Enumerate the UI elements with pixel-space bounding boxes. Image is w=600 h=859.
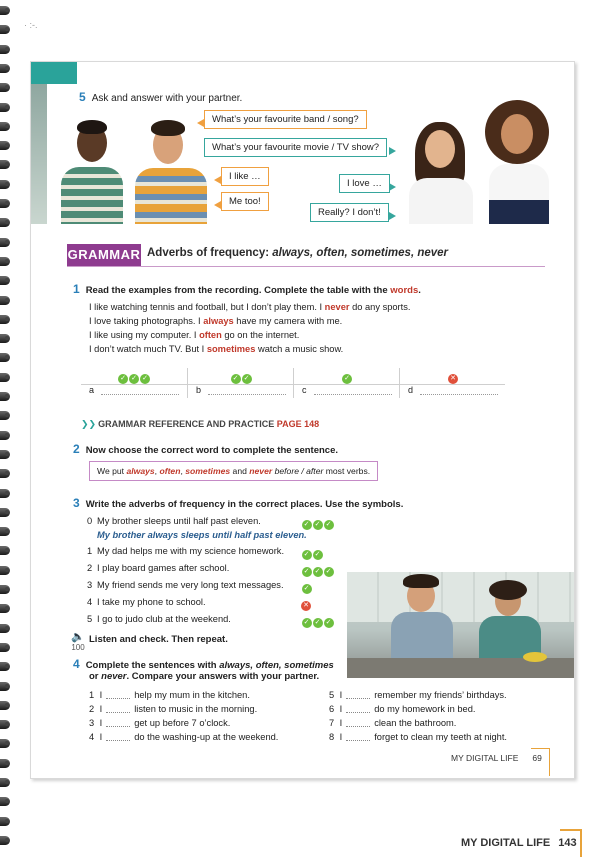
- kitchen-photo: [347, 572, 575, 678]
- spiral-ring: [0, 701, 10, 710]
- bubble-tail: [197, 119, 204, 127]
- exercise-3-item: [87, 516, 261, 526]
- spiral-ring: [0, 431, 10, 440]
- spiral-ring: [0, 411, 10, 420]
- cell-label: a: [89, 385, 95, 395]
- spiral-ring: [0, 759, 10, 768]
- frequency-symbols: [301, 614, 334, 632]
- rule-adverb: never: [249, 466, 273, 476]
- spiral-ring: [0, 276, 10, 285]
- spiral-ring: [0, 64, 10, 73]
- table-cell-c: [293, 368, 400, 398]
- exercise-4-item: [89, 704, 257, 714]
- item-text: get up before 7 o’clock.: [134, 718, 231, 728]
- item-number: 4: [89, 732, 95, 742]
- spiral-ring: [0, 296, 10, 305]
- answer-blank[interactable]: [314, 394, 392, 395]
- exercise-instruction-adverbs: never: [101, 671, 127, 682]
- spiral-ring: [0, 662, 10, 671]
- speech-bubble-favourite-band: [204, 110, 367, 129]
- rule-adverb: always: [126, 466, 155, 476]
- frequency-symbols: [301, 563, 334, 581]
- rule-text: and: [230, 466, 250, 476]
- answer-blank[interactable]: [346, 740, 370, 741]
- spiral-ring: [0, 180, 10, 189]
- footer-rule: [549, 748, 550, 776]
- margin-scribble: · :-.: [24, 20, 38, 30]
- bubble-text: I like …: [229, 171, 261, 182]
- exercise-4-item: [89, 690, 250, 700]
- teal-corner-tab: [31, 62, 77, 84]
- rule-text: most verbs.: [323, 466, 371, 476]
- item-text: I take my phone to school.: [97, 597, 206, 607]
- audio-track[interactable]: [69, 630, 87, 652]
- item-number: 3: [87, 580, 93, 590]
- answer-blank[interactable]: [106, 698, 130, 699]
- tick-icon: ✓: [313, 618, 323, 628]
- bubble-text: What’s your favourite band / song?: [212, 114, 359, 125]
- listen-instruction: Listen and check. Then repeat.: [89, 634, 228, 645]
- exercise-3-item: [87, 614, 231, 624]
- item-subject: I: [339, 690, 343, 700]
- item-text: My dad helps me with my science homework.: [97, 546, 285, 556]
- item-subject: I: [339, 718, 343, 728]
- spiral-ring: [0, 218, 10, 227]
- exercise-4-item: [329, 690, 507, 700]
- exercise-instruction-end: .: [418, 285, 421, 296]
- exercise-instruction: Complete the sentences with: [85, 660, 220, 671]
- track-number: 100: [71, 643, 85, 652]
- frequency-symbols: [400, 370, 506, 388]
- exercise-3-item: [87, 597, 206, 607]
- item-number: 1: [89, 690, 95, 700]
- frequency-symbols: [301, 597, 311, 615]
- answer-blank[interactable]: [346, 698, 370, 699]
- book-footer-section: MY DIGITAL LIFE: [461, 837, 551, 849]
- exercise-3-item: [87, 546, 284, 556]
- adverb-word: often: [199, 330, 222, 340]
- grammar-badge: GRAMMAR: [67, 244, 141, 266]
- item-subject: I: [339, 732, 343, 742]
- spiral-ring: [0, 392, 10, 401]
- tick-icon: ✓: [118, 374, 128, 384]
- rule-text: ,: [180, 466, 186, 476]
- photo-edge: [31, 84, 47, 224]
- spiral-ring: [0, 469, 10, 478]
- item-text: do the washing-up at the weekend.: [134, 732, 279, 742]
- item-number: 5: [329, 690, 335, 700]
- item-number: 8: [329, 732, 335, 742]
- exercise-3-item: [87, 563, 229, 573]
- tick-icon: ✓: [302, 520, 312, 530]
- item-number: 1: [87, 546, 93, 556]
- cell-label: d: [408, 385, 414, 395]
- item-number: 3: [89, 718, 95, 728]
- boy-right-photo: [129, 116, 211, 224]
- tick-icon: ✓: [302, 550, 312, 560]
- book-footer-page-number: 143: [558, 837, 577, 849]
- exercise-4-heading: [73, 657, 334, 671]
- exercise-instruction: Now choose the correct word to complete the sentence.: [85, 445, 339, 456]
- spiral-ring: [0, 527, 10, 536]
- adverb-word: always: [203, 316, 234, 326]
- item-subject: I: [339, 704, 343, 714]
- adverb-word: sometimes: [206, 344, 256, 354]
- tick-icon: ✓: [231, 374, 241, 384]
- spiral-ring: [0, 643, 10, 652]
- grammar-title-words: always, often, sometimes, never: [272, 247, 449, 259]
- speech-bubble-favourite-movie: [204, 138, 387, 157]
- sentence-text: watch a music show.: [255, 344, 344, 354]
- answer-blank[interactable]: [420, 394, 498, 395]
- spiral-ring: [0, 604, 10, 613]
- footer-page-number: 69: [532, 753, 542, 763]
- answer-blank[interactable]: [106, 726, 130, 727]
- bubble-text: I love …: [347, 178, 382, 189]
- item-subject: I: [99, 732, 103, 742]
- spiral-ring: [0, 238, 10, 247]
- rule-adverb: sometimes: [185, 466, 231, 476]
- grammar-underline: [67, 266, 545, 267]
- tick-icon: ✓: [324, 567, 334, 577]
- spiral-ring: [0, 199, 10, 208]
- textbook-page: [30, 61, 575, 779]
- boy-left-photo: [57, 112, 127, 224]
- item-number: 2: [87, 563, 93, 573]
- spiral-ring: [0, 585, 10, 594]
- item-subject: I: [99, 704, 103, 714]
- speech-bubble-me-too: [221, 192, 269, 211]
- spiral-ring: [0, 489, 10, 498]
- item-text: clean the bathroom.: [374, 718, 457, 728]
- exercise-4-item: [329, 732, 507, 742]
- item-text: forget to clean my teeth at night.: [374, 732, 508, 742]
- frequency-symbols: [294, 370, 400, 388]
- speech-bubble-i-like: [221, 167, 269, 186]
- frequency-symbols: [301, 580, 312, 598]
- bubble-text: What’s your favourite movie / TV show?: [212, 142, 380, 153]
- book-footer: [461, 837, 577, 849]
- exercise-instruction: Write the adverbs of frequency in the correct places. Use the symbols.: [85, 499, 404, 510]
- spiral-ring: [0, 122, 10, 131]
- exercise-4-heading-line2: [89, 671, 319, 682]
- cross-icon: ✕: [448, 374, 458, 384]
- exercise-instruction: Read the examples from the recording. Complete the table with the: [85, 285, 391, 296]
- spiral-ring: [0, 817, 10, 826]
- exercise-number: 3: [73, 496, 80, 510]
- footer-rule: [531, 748, 549, 749]
- girl-right-photo: [479, 100, 559, 224]
- grammar-rule-box: [89, 461, 378, 481]
- adverb-word: never: [324, 302, 350, 312]
- spiral-ring: [0, 624, 10, 633]
- spiral-ring: [0, 739, 10, 748]
- item-number: 6: [329, 704, 335, 714]
- exercise-4-item: [89, 732, 278, 742]
- exercise-instruction: or: [89, 671, 102, 682]
- tick-icon: ✓: [302, 618, 312, 628]
- bubble-tail: [389, 147, 396, 155]
- speech-bubble-really: [310, 203, 389, 222]
- frequency-symbols: [188, 370, 294, 388]
- item-text: I play board games after school.: [97, 563, 230, 573]
- speaker-icon: 🔈: [71, 631, 85, 643]
- item-text: My friend sends me very long text messages.: [97, 580, 284, 590]
- book-footer-rule: [580, 829, 582, 857]
- frequency-symbols: [301, 546, 323, 564]
- example-sentence: [89, 330, 299, 340]
- spiral-ring: [0, 546, 10, 555]
- item-number: 4: [87, 597, 93, 607]
- rule-text: We put: [97, 466, 127, 476]
- spiral-ring: [0, 6, 10, 15]
- exercise-number: 5: [79, 90, 86, 104]
- highlight-word: words: [390, 285, 419, 296]
- example-sentence: [89, 302, 410, 312]
- exercise-5-heading: [79, 90, 242, 104]
- speech-bubble-i-love: [339, 174, 390, 193]
- exercise-4-item: [329, 704, 475, 714]
- spiral-ring: [0, 141, 10, 150]
- tick-icon: ✓: [302, 567, 312, 577]
- answer-blank[interactable]: [106, 740, 130, 741]
- exercise-3-heading: [73, 496, 403, 510]
- grammar-reference-page: PAGE 148: [276, 419, 320, 429]
- frequency-table: [81, 368, 505, 398]
- item-text: remember my friends’ birthdays.: [374, 690, 507, 700]
- sentence-text: I like using my computer. I: [89, 330, 200, 340]
- grammar-title: [147, 247, 448, 259]
- spiral-binding: [0, 0, 18, 859]
- spiral-ring: [0, 797, 10, 806]
- tick-icon: ✓: [129, 374, 139, 384]
- bubble-tail: [389, 183, 396, 191]
- tick-icon: ✓: [324, 520, 334, 530]
- item-number: 5: [87, 614, 93, 624]
- exercise-instruction-adverbs: always, often, sometimes: [219, 660, 334, 671]
- spiral-ring: [0, 450, 10, 459]
- cross-icon: ✕: [301, 601, 311, 611]
- exercise-1-heading: [73, 282, 421, 296]
- tick-icon: ✓: [313, 567, 323, 577]
- sentence-text: I don’t watch much TV. But I: [89, 344, 207, 354]
- sentence-text: I love taking photographs. I: [89, 316, 204, 326]
- item-text: help my mum in the kitchen.: [134, 690, 250, 700]
- item-text: I go to judo club at the weekend.: [97, 614, 231, 624]
- example-sentence: [89, 344, 343, 354]
- spiral-ring: [0, 720, 10, 729]
- spiral-ring: [0, 778, 10, 787]
- item-number: 0: [87, 516, 93, 526]
- tick-icon: ✓: [242, 374, 252, 384]
- item-number: 2: [89, 704, 95, 714]
- spiral-ring: [0, 160, 10, 169]
- bubble-text: Really? I don’t!: [318, 207, 381, 218]
- table-cell-d: [399, 368, 506, 398]
- exercise-4-item: [89, 718, 230, 728]
- spiral-ring: [0, 334, 10, 343]
- sentence-text: have my camera with me.: [233, 316, 343, 326]
- item-text: My brother sleeps until half past eleven.: [97, 516, 261, 526]
- item-subject: I: [99, 718, 103, 728]
- spiral-ring: [0, 25, 10, 34]
- spiral-ring: [0, 257, 10, 266]
- rule-text: ,: [154, 466, 160, 476]
- exercise-number: 4: [73, 657, 80, 671]
- spiral-ring: [0, 373, 10, 382]
- spiral-ring: [0, 45, 10, 54]
- page-footer: [451, 753, 542, 763]
- double-chevron-icon: ❯❯: [81, 419, 97, 429]
- exercise-number: 1: [73, 282, 80, 296]
- cell-label: b: [196, 385, 202, 395]
- rule-adverb: often: [159, 466, 181, 476]
- answer-blank[interactable]: [101, 394, 179, 395]
- book-footer-rule: [560, 829, 580, 831]
- frequency-symbols: [81, 370, 187, 388]
- example-sentence: [89, 316, 342, 326]
- answer-blank[interactable]: [346, 712, 370, 713]
- spiral-ring: [0, 353, 10, 362]
- table-cell-a: [81, 368, 187, 398]
- exercise-2-heading: [73, 442, 338, 456]
- exercise-3-item: [87, 580, 284, 590]
- sentence-text: go on the internet.: [221, 330, 300, 340]
- bubble-text: Me too!: [229, 196, 261, 207]
- model-answer: My brother always sleeps until half past eleven.: [97, 530, 307, 540]
- exercise-4-item: [329, 718, 456, 728]
- tick-icon: ✓: [342, 374, 352, 384]
- grammar-reference-link[interactable]: [81, 419, 319, 430]
- grammar-reference-text: GRAMMAR REFERENCE AND PRACTICE: [98, 419, 277, 429]
- tick-icon: ✓: [324, 618, 334, 628]
- tick-icon: ✓: [140, 374, 150, 384]
- spiral-ring: [0, 103, 10, 112]
- grammar-title-prefix: Adverbs of frequency:: [147, 247, 273, 259]
- answer-blank[interactable]: [106, 712, 130, 713]
- exercise-instruction: Ask and answer with your partner.: [91, 93, 243, 104]
- bubble-tail: [389, 212, 396, 220]
- bubble-tail: [214, 201, 221, 209]
- item-subject: I: [99, 690, 103, 700]
- cell-label: c: [302, 385, 307, 395]
- table-cell-b: [187, 368, 294, 398]
- item-number: 7: [329, 718, 335, 728]
- answer-blank[interactable]: [208, 394, 286, 395]
- item-text: listen to music in the morning.: [134, 704, 258, 714]
- tick-icon: ✓: [313, 520, 323, 530]
- sentence-text: I like watching tennis and football, but I don’t play them. I: [89, 302, 325, 312]
- exercise-number: 2: [73, 442, 80, 456]
- tick-icon: ✓: [313, 550, 323, 560]
- girl-left-photo: [403, 122, 479, 224]
- answer-blank[interactable]: [346, 726, 370, 727]
- spiral-ring: [0, 836, 10, 845]
- exercise-instruction: . Compare your answers with your partner.: [126, 671, 320, 682]
- spiral-ring: [0, 315, 10, 324]
- spiral-ring: [0, 508, 10, 517]
- footer-section: MY DIGITAL LIFE: [451, 753, 519, 763]
- bubble-tail: [214, 176, 221, 184]
- spiral-ring: [0, 682, 10, 691]
- rule-choice[interactable]: before / after: [272, 466, 324, 476]
- spiral-ring: [0, 83, 10, 92]
- spiral-ring: [0, 566, 10, 575]
- sentence-text: do any sports.: [349, 302, 411, 312]
- tick-icon: ✓: [302, 584, 312, 594]
- item-text: do my homework in bed.: [374, 704, 476, 714]
